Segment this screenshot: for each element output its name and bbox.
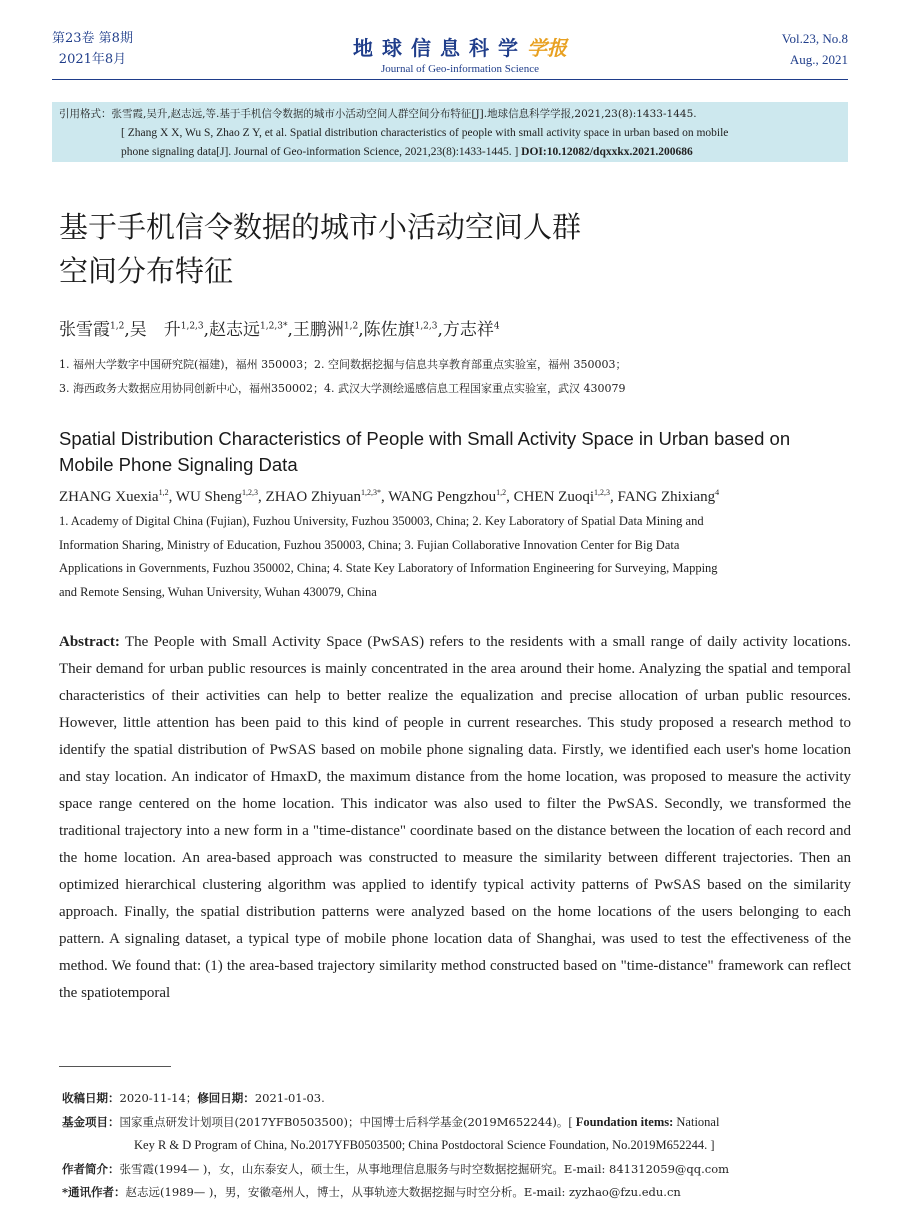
- footnotes: [62, 1087, 852, 1205]
- affiliations-cn: 1. 福州大学数字中国研究院(福建)，福州 350003；2. 空间数据挖掘与信息共享教育部重点实验室，福州 350003； 3. 海西政务大数据应用协同创新中心，福州350002；4. 武汉大学测绘遥感信息工程国家重点实验室，武汉 430079: [59, 358, 627, 395]
- author-cn-5: 陈佐旗$^{1,2,3}$,: [363, 320, 443, 340]
- header-left: [52, 28, 133, 70]
- author-cn-2: 吴 升$^{1,2,3}$,: [129, 320, 210, 340]
- received-dates: 收稿日期：2020-11-14；修回日期：2021-01-03.: [62, 1091, 325, 1105]
- authors-en: [59, 488, 719, 506]
- footnote-rule: [59, 1066, 171, 1067]
- abstract-text: The People with Small Activity Space (PwSAS) refers to the residents with a small range of daily activity locations. Their demand for urban public resources is mainly concentrated in the area around their home. Analyzing the spatial and temporal characteristics of their activities can help to better realize the equalization and precise allocation of urban public resources. However, little attention has been paid to this kind of people in current researches. This study proposed a research method to identify the spatial distribution of PwSAS based on mobile phone signaling data. Firstly, we identified each user's home location and stay location. An indicator of HmaxD, the maximum distance from the home location, was proposed to measure the activity space range centered on the home location. This indicator was also used to filter the PwSAS. Secondly, we transformed the traditional trajectory into a new form in a "time-distance" coordinate based on the distance between the location of each record and the home location. An area-based approach was constructed to measure the similarity between different trajectories. Then an optimized hierarchical clustering algorithm was applied to identify typical activity patterns of PwSAS based on the similarity approach. Finally, the spatial distribution patterns were analyzed based on the home locations of the users belonging to each pattern. A signaling dataset, a typical type of mobile phone location data of Shanghai, was used to test the effectiveness of the method. We found that: (1) the area-based trajectory similarity method constructed based on "time-distance" framework can reflect the spatiotemporal: [59, 634, 852, 1001]
- corresponding-author: *通讯作者：赵志远(1989— )，男，安徽亳州人，博士，从事轨迹大数据挖掘与时空分析。E-mail: zyzhao@fzu.edu.cn: [62, 1185, 681, 1199]
- author-cn-6: 方志祥$^4$: [442, 320, 500, 340]
- author-cn-4: 王鹏洲$^{1,2}$,: [292, 320, 364, 340]
- title-en: Spatial Distribution Characteristics of People with Small Activity Space in Urban based on Mobile Phone Signaling Data: [59, 428, 791, 475]
- author-bio: 作者简介：张雪霞(1994— )，女，山东泰安人，硕士生，从事地理信息服务与时空数据挖掘研究。E-mail: 841312059@qq.com: [62, 1161, 730, 1176]
- journal-logo: 学报: [527, 36, 567, 60]
- citation-line1: 引用格式：张雪霞,吴升,赵志远,等.基于手机信令数据的城市小活动空间人群空间分布特征[J].地球信息科学学报,2021,23(8):1433-1445.: [59, 108, 697, 120]
- author-en-6: FANG Zhixiang$^4$: [617, 488, 720, 505]
- title-cn: 基于手机信令数据的城市小活动空间人群 空间分布特征: [59, 210, 582, 288]
- affiliations-en: 1. Academy of Digital China (Fujian), Fuzhou University, Fuzhou 350003, China; 2. Key Laboratory of Spatial Data Mining and Information Sharing, Ministry of Education, Fuzhou 350003, China; 3. Fujian Collaborative Innovation Center for Big Data Applications in Governments, Fuzhou 350002, China; 4. State Key Laboratory of Information Engineering for Surveying, Mapping and Remote Sensing, Wuhan University, Wuhan 430079, China: [59, 514, 718, 599]
- citation-line3: phone signaling data[J]. Journal of Geo-information Science, 2021,23(8):1433-1445. ] DOI:10.12082/dqxxkx.2021.200686: [121, 146, 693, 158]
- citation-box: [52, 102, 848, 162]
- journal-name-cn: 地球信息科学学报: [353, 36, 567, 60]
- authors-cn: [59, 315, 500, 340]
- author-cn-3: 赵志远$^{1,2,3*}$,: [209, 320, 293, 340]
- journal-masthead: [330, 32, 590, 75]
- header-rule: [52, 79, 848, 80]
- author-cn-1: 张雪霞$^{1,2}$,: [59, 320, 130, 340]
- fund-info-en: Key R & D Program of China, No.2017YFB0503500; China Postdoctoral Science Foundation, No.2019M652244. ]: [134, 1138, 715, 1152]
- volume-cn: 第23卷 第8期: [52, 31, 133, 46]
- journal-name-en: Journal of Geo-information Science: [381, 63, 539, 75]
- header-right: [782, 28, 848, 70]
- author-en-2: WU Sheng$^{1,2,3}$,: [175, 488, 266, 505]
- volume-en: Vol.23, No.8: [781, 31, 848, 46]
- author-en-1: ZHANG Xuexia$^{1,2}$,: [59, 488, 176, 505]
- date-en: Aug., 2021: [789, 52, 848, 67]
- citation-line2: [ Zhang X X, Wu S, Zhao Z Y, et al. Spatial distribution characteristics of people with small activity space in urban based on mobile: [121, 127, 729, 139]
- date-cn: 2021年8月: [58, 52, 127, 67]
- doi-link[interactable]: DOI:10.12082/dqxxkx.2021.200686: [521, 146, 693, 158]
- abstract-label: Abstract:: [59, 634, 120, 650]
- abstract: [59, 629, 851, 1007]
- fund-info: 基金项目：国家重点研发计划项目(2017YFB0503500)；中国博士后科学基金(2019M652244)。[ Foundation items: National: [62, 1114, 720, 1129]
- author-en-5: CHEN Zuoqi$^{1,2,3}$,: [513, 488, 618, 505]
- author-en-4: WANG Pengzhou$^{1,2}$,: [388, 488, 514, 505]
- author-en-3: ZHAO Zhiyuan$^{1,2,3*}$,: [265, 488, 389, 505]
